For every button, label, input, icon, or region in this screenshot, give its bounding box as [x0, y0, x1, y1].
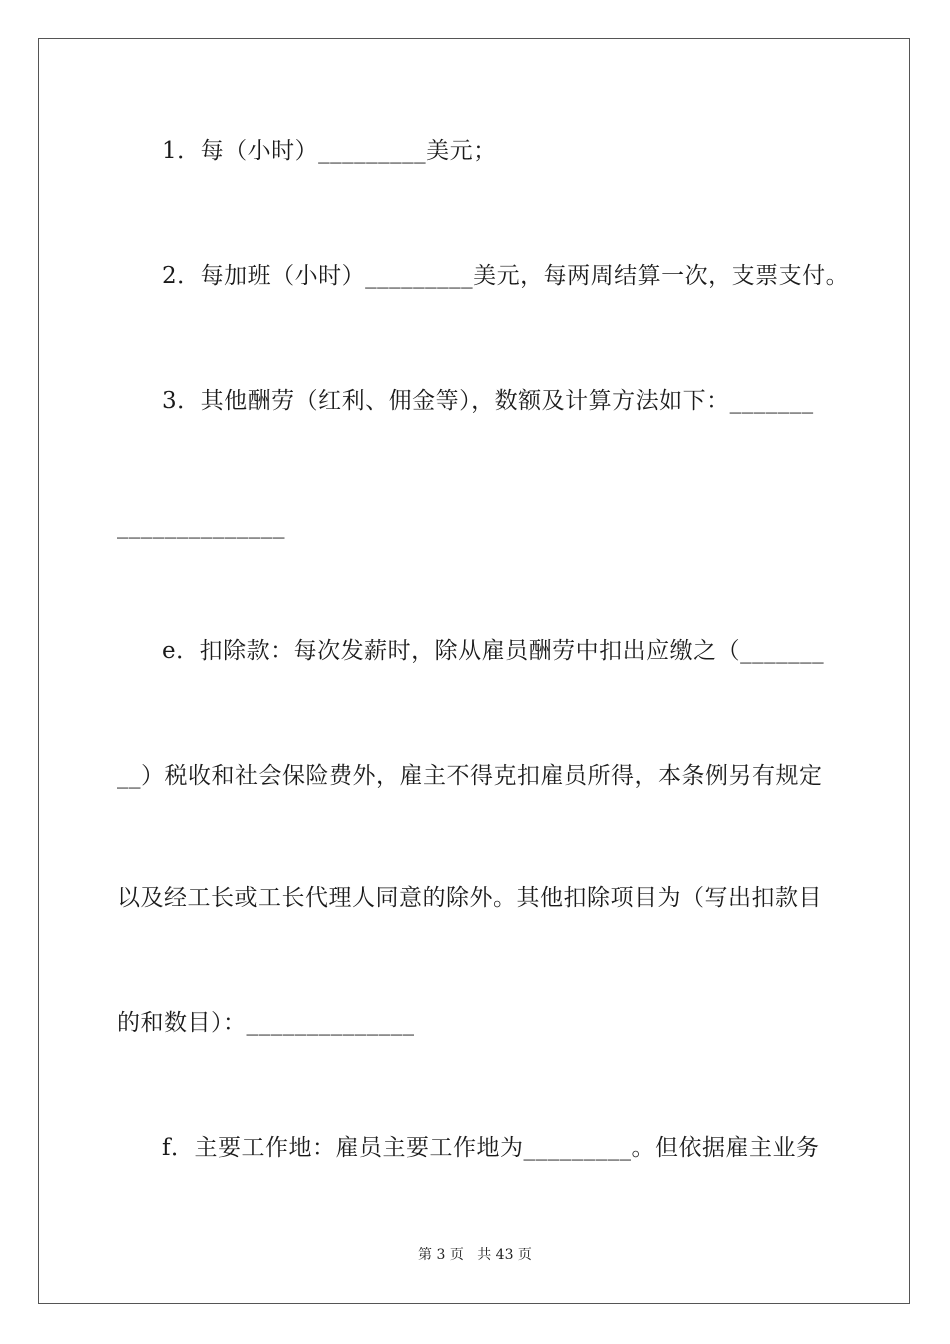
- deductions-line-3: 以及经工长或工长代理人同意的除外。其他扣除项目为（写出扣款目: [117, 885, 822, 911]
- page-total: 共 43 页: [477, 1247, 532, 1263]
- overtime-wage-line: 2．每加班（小时）_________美元，每两周结算一次，支票支付。: [162, 263, 850, 289]
- deductions-line-2: __）税收和社会保险费外，雇主不得克扣雇员所得，本条例另有规定: [117, 763, 823, 789]
- page-number: 第 3 页: [418, 1247, 464, 1263]
- other-compensation-blank-line: ______________: [117, 513, 285, 539]
- other-compensation-line: 3．其他酬劳（红利、佣金等），数额及计算方法如下：_______: [162, 388, 814, 414]
- work-location-line: f．主要工作地：雇员主要工作地为_________。但依据雇主业务: [162, 1135, 820, 1161]
- deductions-line-4: 的和数目）：______________: [117, 1010, 415, 1036]
- deductions-line-1: e．扣除款：每次发薪时，除从雇员酬劳中扣出应缴之（_______: [162, 638, 825, 664]
- hourly-wage-line: 1．每（小时）_________美元；: [162, 138, 497, 164]
- page-border: [38, 38, 910, 1304]
- page-footer: [0, 1246, 950, 1264]
